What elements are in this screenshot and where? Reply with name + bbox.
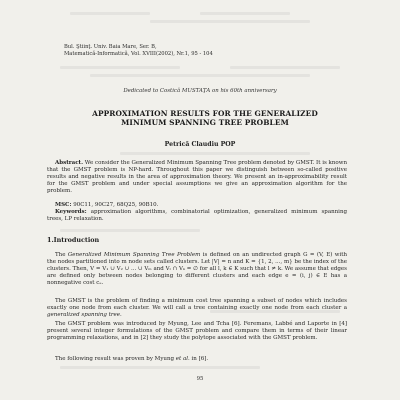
- author: Petrică Claudiu POP: [164, 141, 236, 148]
- abstract-text: We consider the Generalized Minimum Spanning Tree problem denoted by GMST. It is known that the GMST problem is NP-hard. Throughout this paper we distinguish between so-called positive results and negative results in the area of approximation theory. We present an in-approximability result for the GMST problem and under special assumptions we give an approximation algorithm for the problem.: [47, 160, 347, 195]
- msc-text: 90C11, 90C27, 68Q25, 90B10.: [73, 202, 159, 208]
- intro-p1-emphasis: Generalized Minimum Spanning Tree Problem: [67, 252, 201, 258]
- intro-p1-text-b: is defined on an undirected graph G = (V, E) with the nodes partitioned into m node sets called clusters. Let |V| = n and K = {1, 2, ..., m} be the index of the clusters. Then, V = V₁ ∪ V₂ ∪ ... ∪ Vₘ and Vₗ ∩ Vₖ = ∅ for all l, k ∈ K such that l ≠ k. We assume that edges are defined only between nodes belonging to different clusters and each edge e = (i, j) ∈ E has a nonnegative cost cₑ.: [47, 252, 347, 287]
- journal-header-line2: Matematică-Informatică, Vol. XVIII(2002), Nr.1, 95 - 104: [64, 51, 213, 57]
- keywords: [47, 209, 347, 223]
- abstract-label: Abstract.: [55, 160, 84, 166]
- intro-p4-text-a: The following result was proven by Myung: [55, 356, 176, 362]
- intro-p4-text-b: in [6].: [189, 356, 209, 362]
- msc-label: MSC:: [55, 202, 72, 208]
- intro-p4-emphasis: et al.: [175, 356, 190, 362]
- keywords-label: Keywords:: [55, 209, 87, 215]
- intro-paragraph-2: [47, 298, 347, 319]
- paper-title: APPROXIMATION RESULTS FOR THE GENERALIZED MINIMUM SPANNING TREE PROBLEM: [92, 109, 318, 127]
- keywords-text: approximation algorithms, combinatorial optimization, generalized minimum spanning trees, LP relaxation.: [47, 209, 348, 223]
- intro-paragraph-1: [47, 252, 347, 287]
- intro-p2-text-a: The GMST is the problem of finding a minimum cost tree spanning a subset of nodes which includes exactly one node from each cluster. We will call a tree containing exactly one node from each cluster a: [47, 298, 347, 312]
- intro-paragraph-3: The GMST problem was introduced by Myung, Lee and Tcha [6]. Feremans, Labbé and Laporte in [4] present several integer formulations of the GMST problem and compare them in terms of their linear programming relaxations, and in [2] they study the polytope associated with the GMST problem.: [47, 321, 347, 342]
- intro-paragraph-4: [47, 356, 347, 363]
- intro-p1-text-a: The: [55, 252, 68, 258]
- intro-p2-emphasis: generalized spanning tree: [47, 312, 121, 319]
- section-heading: 1.Introduction: [47, 236, 100, 244]
- journal-header-line1: Bul. Ştiinţ. Univ. Baia Mare, Ser. B,: [64, 44, 157, 50]
- page-number: 95: [196, 376, 204, 382]
- dedication: Dedicated to Costică MUSTAŢA on his 60th anniversary: [123, 88, 277, 94]
- abstract: [47, 160, 347, 195]
- intro-p2-text-b: .: [120, 312, 122, 319]
